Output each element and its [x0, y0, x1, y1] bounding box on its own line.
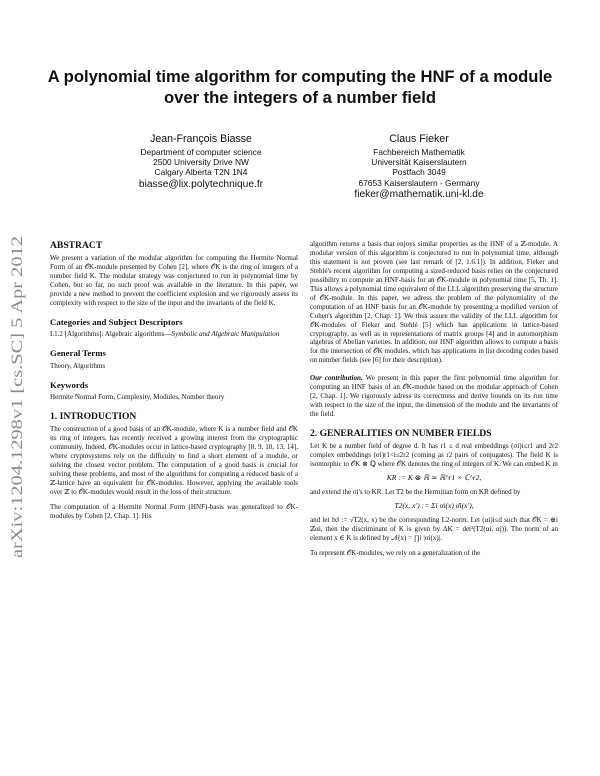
categories-heading: Categories and Subject Descriptors — [50, 316, 183, 327]
author-email: biasse@lix.polytechnique.fr — [138, 178, 264, 190]
introduction-paragraph: The construction of a good basis of an 𝒪K-module, where K is a number field and 𝒪K its ring of integers, has recently received a growing interest from the cryptographic community. Indeed, 𝒪K-modules occur in lattice-based cryptography [8, 9, 10, 13, 14], where cryptosystems rely on the difficulty to find a short element of a module, or solving the closest vector problem. The computation of a good basis is crucial for solving these problems, and most of the algorithms for computing a reduced basis of a ℤ-lattice have an equivalent for 𝒪K-modules. However, applying the available tools over ℤ to 𝒪K-modules would result in the loss of their structure. — [50, 425, 298, 496]
keywords-heading: Keywords — [50, 379, 89, 390]
introduction-heading: 1. INTRODUCTION — [50, 411, 137, 423]
keywords-text: Hermite Normal Form, Complexity, Modules, Number theory — [50, 393, 225, 402]
arxiv-stamp — [6, 232, 28, 562]
categories-text-italic: Symbolic and Algebraic Manipulation — [171, 330, 280, 339]
right-column — [310, 240, 558, 558]
contribution-label: Our contribution. — [310, 374, 363, 383]
paper-title: A polynomial time algorithm for computing the HNF of a module over the integers of a number field — [47, 67, 553, 107]
body-paragraph: algorithm returns a basis that enjoys similar properties as the HNF of a ℤ-module. A modular version of this algorithm is conjectured to run in polynomial time, although this statement is not proven (see last remark of [2, 1.6.1]). In addition, Fieker and Stehlé's recent algorithm for computing a sized-reduced basis relies on the conjectured possibility to compute an HNF-basis for an 𝒪K-module in polynomial time [5, Th. 1]. This allows a polynomial time equivalent of the LLL algorithm preserving the structure of 𝒪K-module. In this paper, we adress the problem of the polynomiality of the computation of an HNF basis for an 𝒪K-module by presenting a modified version of Cohen's algorithm [2, Chap. 1]. We thus assure the validity of the LLL algorithm for 𝒪K-modules of Fieker and Stehlé [5] which has applications in lattice-based cryptography, as well as in representations of matrix groups [4] and in automorphism algebras of Abelian varieties. In addition, our HNF algorithm allows to compute a basis for the intersection of 𝒪K modules, which has applications in list decoding codes based on number fields (see [6] for their description). — [310, 240, 558, 365]
body-paragraph: Let K be a number field of degree d. It has r1 ≤ d real embeddings (σi)i≤r1 and 2r2 complex embeddings (σi)r1<i≤2r2 (coming as r2 pairs of conjugates). The field K is isomorphic to 𝒪K ⊗ ℚ where 𝒪K denotes the ring of integers of K. We can embed K in — [310, 442, 558, 469]
body-paragraph: and extend the σi's to KR. Let T2 be the Hermitian form on KR defined by — [310, 487, 521, 496]
general-terms-text: Theory, Algorithms — [50, 361, 106, 370]
author-name: Jean-François Biasse — [150, 133, 252, 145]
equation: KR := K ⊗ ℝ ≃ ℝ^r1 × ℂ^r2, — [386, 472, 482, 482]
abstract-heading: ABSTRACT — [50, 240, 103, 251]
categories-text — [50, 330, 298, 339]
left-column — [50, 240, 298, 521]
arxiv-stamp-text: arXiv:1204.1298v1 [cs.SC] 5 Apr 2012 — [9, 305, 26, 558]
affiliation-line: 67653 Kaiserslautern - Germany — [358, 177, 480, 188]
author-email: fieker@mathematik.uni-kl.de — [354, 188, 484, 200]
general-terms-heading: General Terms — [50, 348, 106, 359]
contribution-text: We present in this paper the first polynomial time algorithm for computing an HNF basis of an 𝒪K-module based on the modular approach of Cohen [2, Chap. 1]. We rigorously adress its correctness and derive bounds on its run time with respect to the size of the input, the dimension of the module and the invariants of the field. — [310, 374, 558, 419]
author-block-2 — [304, 133, 534, 201]
affiliation-line: Calgary Alberta T2N 1N4 — [154, 167, 248, 178]
affiliation-line: Department of computer science — [140, 147, 262, 157]
body-paragraph: and let ‖x‖ := √T2(x, x) be the corresponding L2-norm. Let (αi)i≤d such that 𝒪K = ⊕i ℤαi, then the discriminant of K is given by ΔK = det²(T2(αi, αj)). The norm of an element x ∈ K is defined by 𝒩(x) = ∏i |σi(x)|. — [310, 515, 558, 542]
author-block-1 — [86, 133, 316, 191]
categories-text-main: I.1.2 [Algorithms]: Algebraic algorithms— — [50, 330, 172, 339]
introduction-paragraph: The computation of a Hermite Normal Form (HNF)-basis was generalized to 𝒪K-modules by Cohen [2, Chap. 1]. His — [50, 502, 298, 520]
equation: T2(x, x′) := Σi σi(x) σ̄i(x′), — [394, 500, 474, 510]
author-name: Claus Fieker — [389, 133, 449, 145]
affiliation-line: Universität Kaiserslautern — [371, 157, 467, 168]
contribution-paragraph — [310, 374, 558, 419]
affiliation-line: 2500 University Drive NW — [153, 157, 249, 168]
affiliation-line: Postfach 3049 — [392, 167, 446, 178]
affiliation-line: Fachbereich Mathematik — [373, 147, 465, 157]
abstract-text: We present a variation of the modular algorithm for computing the Hermite Normal Form of an 𝒪K-module presented by Cohen [2], where 𝒪K is the ring of integers of a number field K. The modular strategy was conjectured to run in polynomial time by Cohen, but so far, no such proof was available in the literature. In this paper, we provide a new method to prevent the coefficient explosion and we rigorously assess its complexity with respect to the size of the input and the invariants of the field K. — [50, 254, 298, 307]
section-2-heading: 2. GENERALITIES ON NUMBER FIELDS — [310, 428, 492, 440]
body-paragraph: To represent 𝒪K-modules, we rely on a generalization of the — [310, 548, 481, 557]
